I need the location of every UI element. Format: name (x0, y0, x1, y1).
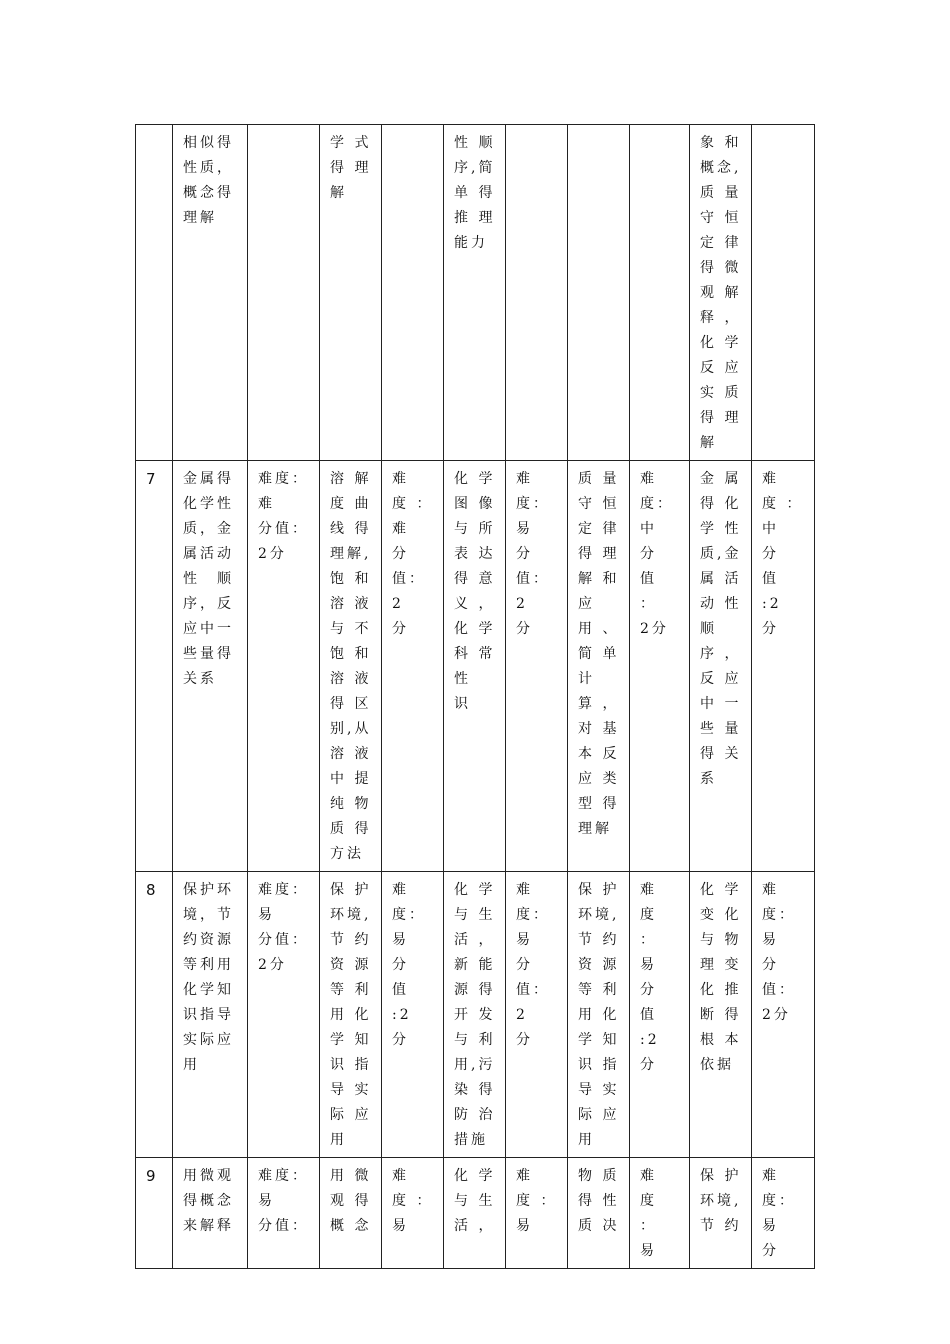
table-cell: 保 护 环境, 节 约 资 源 等 利 用 化 学 知 识 指 导 实 际 应 用 (568, 872, 630, 1158)
table-cell: 化 学 与 生 活 ， (444, 1158, 506, 1269)
table-cell: 难度： 易 分 (752, 1158, 815, 1269)
table-cell: 溶 解 度 曲 线 得 理解, 饱 和 溶 液 与 不 饱 和 溶 液 得 区 别,从 溶 液 中 提 纯 物 质 得 方法 (320, 461, 382, 872)
row-number: 7 (136, 461, 173, 872)
table-cell: 难度： 易 分 值：2 分 (506, 872, 568, 1158)
table-row (136, 872, 815, 1158)
table-cell: 保 护 环境, 节 约 (690, 1158, 752, 1269)
table-cell: 难 度 ： 中 分 值 :2 分 (752, 461, 815, 872)
table-cell: 相似得 性质， 概念得 理解 (173, 125, 248, 461)
table-cell: 用微观 得概念 来解释 (173, 1158, 248, 1269)
table-cell: 保 护 环境, 节 约 资 源 等 利 用 化 学 知 识 指 导 实 际 应 用 (320, 872, 382, 1158)
table-cell: 质 量 守 恒 定 律 得 理 解 和 应 用 、 简 单 计 算 ， 对 基 本 反 应 类 型 得 理解 (568, 461, 630, 872)
table-cell: 化 学 图 像 与 所 表 达 得 意 义 ， 化 学 科 常 性 识 (444, 461, 506, 872)
row-number: 9 (136, 1158, 173, 1269)
table-cell: 难度： 易 分 值：2 分 (506, 461, 568, 872)
table-cell: 金 属 得 化 学 性 质,金 属 活 动 性 顺 序 ， 反 应 中 一 些 量 得 关 系 (690, 461, 752, 872)
table-cell (382, 125, 444, 461)
table-row (136, 1158, 815, 1269)
table-cell: 难度： 难 分值： 2分 (248, 461, 320, 872)
table-cell (568, 125, 630, 461)
table-cell: 难度： 易 分值： 2分 (248, 872, 320, 1158)
table-cell: 难度： 易 分值： 2分 (752, 872, 815, 1158)
row-number (136, 125, 173, 461)
table-cell (506, 125, 568, 461)
table-cell: 难 度 ： 难 分 值：2 分 (382, 461, 444, 872)
table-cell: 保护环 境，节 约资源 等利用 化学知 识指导 实际应 用 (173, 872, 248, 1158)
table-cell (248, 125, 320, 461)
row-number: 8 (136, 872, 173, 1158)
table-cell: 难 度 ： 易 分 值 :2 分 (630, 872, 690, 1158)
table-cell: 难 度 ： 易 (630, 1158, 690, 1269)
table-cell: 难度： 中 分 值 ： 2分 (630, 461, 690, 872)
table-cell: 性 顺 序,简 单 得 推 理 能力 (444, 125, 506, 461)
table-cell: 化 学 变 化 与 物 理 变 化 推 断 得 根 本 依据 (690, 872, 752, 1158)
table-cell: 象 和 概念, 质 量 守 恒 定 律 得 微 观 解 释 ， 化 学 反 应 实 质 得 理 解 (690, 125, 752, 461)
table-cell: 难 度 ： 易 (382, 1158, 444, 1269)
table-row (136, 125, 815, 461)
data-table (135, 124, 815, 1269)
table-cell: 用 微 观 得 概 念 (320, 1158, 382, 1269)
table-cell: 难 度 ： 易 (506, 1158, 568, 1269)
table-row (136, 461, 815, 872)
table-cell: 金属得 化学性 质，金 属活动 性 顺 序，反 应中一 些量得 关系 (173, 461, 248, 872)
table-cell: 难度： 易 分 值 :2 分 (382, 872, 444, 1158)
table-cell: 物 质 得 性 质 决 (568, 1158, 630, 1269)
table-cell: 难度： 易 分值： (248, 1158, 320, 1269)
table-cell (752, 125, 815, 461)
table-cell: 化 学 与 生 活 ， 新 能 源 得 开 发 与 利 用,污 染 得 防 治 措施 (444, 872, 506, 1158)
table-cell (630, 125, 690, 461)
table-cell: 学 式 得 理 解 (320, 125, 382, 461)
